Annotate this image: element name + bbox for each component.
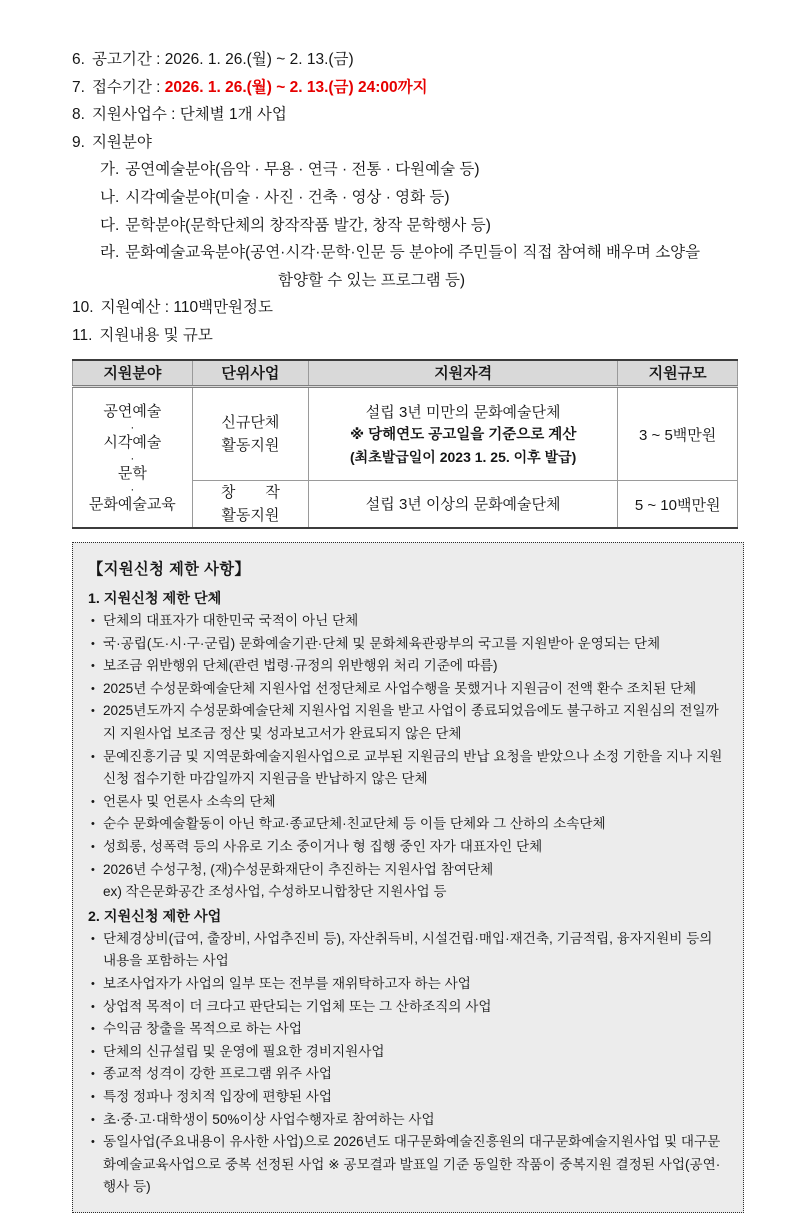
restricted-project-item (88, 996, 729, 1019)
cell-eligibility (309, 481, 618, 529)
field-number: 나. (100, 188, 120, 206)
item-separator: : (166, 106, 180, 124)
eligibility-line: 설립 3년 미만의 문화예술단체 (365, 403, 561, 421)
bullet-dot: • (91, 818, 95, 831)
document-content (72, 46, 744, 1213)
bullet-text: 문예진흥기금 및 지역문화예술지원사업으로 교부된 지원금의 반납 요청을 받았으나 소정 기한을 지나 지원신청 접수기한 마감일까지 지원금을 반납하지 않은 단체 (103, 748, 723, 787)
field-text-continued: 함양할 수 있는 프로그램 등) (278, 271, 466, 289)
item-separator: : (160, 299, 174, 317)
cell-categories (73, 387, 193, 529)
restricted-orgs-heading: 1. 지원신청 제한 단체 (88, 591, 222, 608)
bullet-dot: • (91, 1136, 95, 1149)
restricted-project-item (88, 1018, 729, 1041)
unit-line: 신규단체 (221, 414, 280, 432)
table-row-new-org (73, 387, 738, 481)
category-name: 시각예술 (103, 433, 162, 451)
bullet-dot: • (91, 840, 95, 853)
support-table (72, 359, 738, 530)
cell-support-scale: 3 ~ 5백만원 (618, 387, 738, 481)
bullet-dot: • (91, 615, 95, 628)
restricted-projects-heading: 2. 지원신청 제한 사업 (88, 908, 222, 925)
eligibility-line: 설립 3년 이상의 문화예술단체 (365, 495, 561, 513)
restricted-org-item (88, 746, 729, 791)
cell-unit-project (192, 481, 308, 529)
unit-line: 활동지원 (221, 437, 280, 455)
item-value: 단체별 1개 사업 (179, 106, 287, 124)
item-separator: : (151, 78, 165, 96)
restricted-org-item (88, 655, 729, 678)
bullet-text: 초·중·고·대학생이 50%이상 사업수행자로 참여하는 사업 (103, 1111, 435, 1127)
category-name: 문화예술교육 (88, 495, 176, 513)
unit-line: 창 작 (220, 484, 280, 502)
bullet-dot: • (91, 1045, 95, 1058)
bullet-text: 2026년 수성구청, (재)수성문화재단이 추진하는 지원사업 참여단체 (103, 861, 494, 877)
eligibility-note: ※ 당해연도 공고일을 기준으로 계산 (350, 426, 577, 443)
field-text: 시각예술분야(미술 · 사진 · 건축 · 영상 · 영화 등) (125, 188, 450, 206)
separator-dot: · (130, 481, 135, 496)
restricted-org-item (88, 610, 729, 633)
restricted-project-item (88, 1086, 729, 1109)
bullet-text: 언론사 및 언론사 소속의 단체 (103, 793, 276, 809)
item-number: 8. (72, 106, 85, 124)
unit-line: 활동지원 (221, 507, 280, 525)
bullet-text: 단체의 대표자가 대한민국 국적이 아닌 단체 (103, 613, 359, 629)
item-number: 10. (72, 299, 94, 317)
bullet-dot: • (91, 637, 95, 650)
item-label: 접수기간 (91, 78, 152, 96)
item-support-fields (72, 129, 744, 157)
item-label: 지원예산 (100, 299, 161, 317)
bullet-dot: • (91, 660, 95, 673)
restriction-box (72, 542, 744, 1213)
separator-dot: · (130, 450, 135, 465)
item-separator: : (151, 51, 165, 68)
field-text: 공연예술분야(음악 · 무용 · 연극 · 전통 · 다원예술 등) (125, 161, 480, 179)
bullet-text: 국·공립(도·시·구·군립) 문화예술기관·단체 및 문화체육관광부의 국고를 지원받아 운영되는 단체 (103, 635, 661, 651)
field-sublist (100, 156, 744, 294)
field-text: 문화예술교육분야(공연·시각·문학·인문 등 분야에 주민들이 직접 참여해 배우며 소양을 (125, 244, 701, 262)
item-value-highlighted: 2026. 1. 26.(월) ~ 2. 13.(금) 24:00까지 (164, 78, 428, 96)
item-label: 지원분야 (91, 133, 152, 151)
bullet-text: 2025년 수성문화예술단체 지원사업 선정단체로 사업수행을 못했거나 지원금이 전액 환수 조치된 단체 (103, 680, 697, 696)
restricted-project-item (88, 1063, 729, 1086)
header-unit-project: 단위사업 (192, 360, 308, 387)
item-project-count (72, 101, 744, 129)
restricted-project-item (88, 1131, 729, 1199)
field-number: 다. (100, 216, 120, 234)
bullet-dot: • (91, 1000, 95, 1013)
item-notice-period (72, 46, 744, 74)
restricted-org-item (88, 633, 729, 656)
bullet-dot: • (91, 795, 95, 808)
field-number: 가. (100, 161, 120, 179)
restricted-org-item (88, 700, 729, 745)
bullet-dot: • (91, 932, 95, 945)
bullet-text: 성희롱, 성폭력 등의 사유로 기소 중이거나 형 집행 중인 자가 대표자인 단체 (103, 838, 543, 854)
bullet-dot: • (91, 1068, 95, 1081)
bullet-dot: • (91, 682, 95, 695)
field-culture-education (100, 239, 744, 294)
bullet-dot: • (91, 977, 95, 990)
category-name: 공연예술 (103, 402, 162, 420)
bullet-text: 수익금 창출을 목적으로 하는 사업 (103, 1021, 302, 1037)
category-name: 문학 (117, 464, 147, 482)
restriction-box-title: 【지원신청 제한 사항】 (88, 561, 251, 579)
restricted-org-item (88, 859, 729, 882)
field-literature (100, 212, 744, 240)
restricted-org-item (88, 791, 729, 814)
header-eligibility: 지원자격 (309, 360, 618, 387)
restricted-org-item (88, 678, 729, 701)
item-label: 공고기간 (91, 51, 152, 68)
item-label: 지원사업수 (91, 106, 167, 124)
item-number: 6. (72, 51, 85, 68)
item-label: 지원내용 및 규모 (99, 326, 213, 344)
item-support-details (72, 322, 744, 350)
bullet-text: 보조사업자가 사업의 일부 또는 전부를 재위탁하고자 하는 사업 (103, 975, 471, 991)
item-number: 11. (72, 326, 93, 344)
bullet-dot: • (91, 750, 95, 763)
restricted-project-item (88, 1109, 729, 1132)
item-value: 110백만원정도 (173, 299, 273, 317)
header-support-field: 지원분야 (73, 360, 193, 387)
header-support-scale: 지원규모 (618, 360, 738, 387)
item-application-period (72, 74, 744, 102)
restricted-org-item (88, 813, 729, 836)
restricted-project-item (88, 928, 729, 973)
restricted-org-example: ex) 작은문화공간 조성사업, 수성하모니합창단 지원사업 등 (103, 884, 447, 900)
bullet-text: 2025년도까지 수성문화예술단체 지원사업 지원을 받고 사업이 종료되었음에도 불구하고 지원심의 전일까지 지원사업 보조금 정산 및 성과보고서가 완료되지 않은 단체 (103, 703, 719, 741)
item-value: 2026. 1. 26.(월) ~ 2. 13.(금) (164, 51, 354, 68)
table-header-row (73, 360, 738, 387)
bullet-text: 보조금 위반행위 단체(관련 법령·규정의 위반행위 처리 기준에 따름) (103, 658, 498, 674)
cell-support-scale: 5 ~ 10백만원 (618, 481, 738, 529)
bullet-dot: • (91, 863, 95, 876)
bullet-text: 동일사업(주요내용이 유사한 사업)으로 2026년도 대구문화예술진흥원의 대구문화예술지원사업 및 대구문화예술교육사업으로 중복 선정된 사업 ※ 공모결과 발표일 기준 동일한 작품이 중복지원 결정된 사업(공연·행사 등) (103, 1134, 721, 1195)
eligibility-note-detail: (최초발급일이 2023 1. 25. 이후 발급) (350, 448, 577, 465)
field-performing-arts (100, 156, 744, 184)
bullet-dot: • (91, 1090, 95, 1103)
bullet-dot: • (91, 705, 95, 718)
bullet-dot: • (91, 1023, 95, 1036)
bullet-text: 종교적 성격이 강한 프로그램 위주 사업 (103, 1066, 332, 1082)
cell-unit-project (192, 387, 308, 481)
bullet-text: 순수 문화예술활동이 아닌 학교·종교단체·친교단체 등 이들 단체와 그 산하의 소속단체 (103, 816, 606, 832)
field-visual-arts (100, 184, 744, 212)
cell-eligibility (309, 387, 618, 481)
field-number: 라. (100, 244, 120, 262)
bullet-text: 상업적 목적이 더 크다고 판단되는 기업체 또는 그 산하조직의 사업 (103, 998, 492, 1014)
restricted-project-item (88, 973, 729, 996)
field-text: 문학분야(문학단체의 창작작품 발간, 창작 문학행사 등) (125, 216, 491, 234)
item-number: 9. (72, 133, 85, 151)
bullet-text: 단체의 신규설립 및 운영에 필요한 경비지원사업 (103, 1043, 385, 1059)
bullet-dot: • (91, 1113, 95, 1126)
restricted-project-item (88, 1041, 729, 1064)
item-number: 7. (72, 78, 85, 96)
separator-dot: · (130, 419, 135, 434)
restricted-org-item (88, 836, 729, 859)
bullet-text: 특정 정파나 정치적 입장에 편향된 사업 (103, 1088, 332, 1104)
item-budget (72, 294, 744, 322)
bullet-text: 단체경상비(급여, 출장비, 사업추진비 등), 자산취득비, 시설건립·매입·재건축, 기금적립, 융자지원비 등의 내용을 포함하는 사업 (103, 930, 713, 969)
